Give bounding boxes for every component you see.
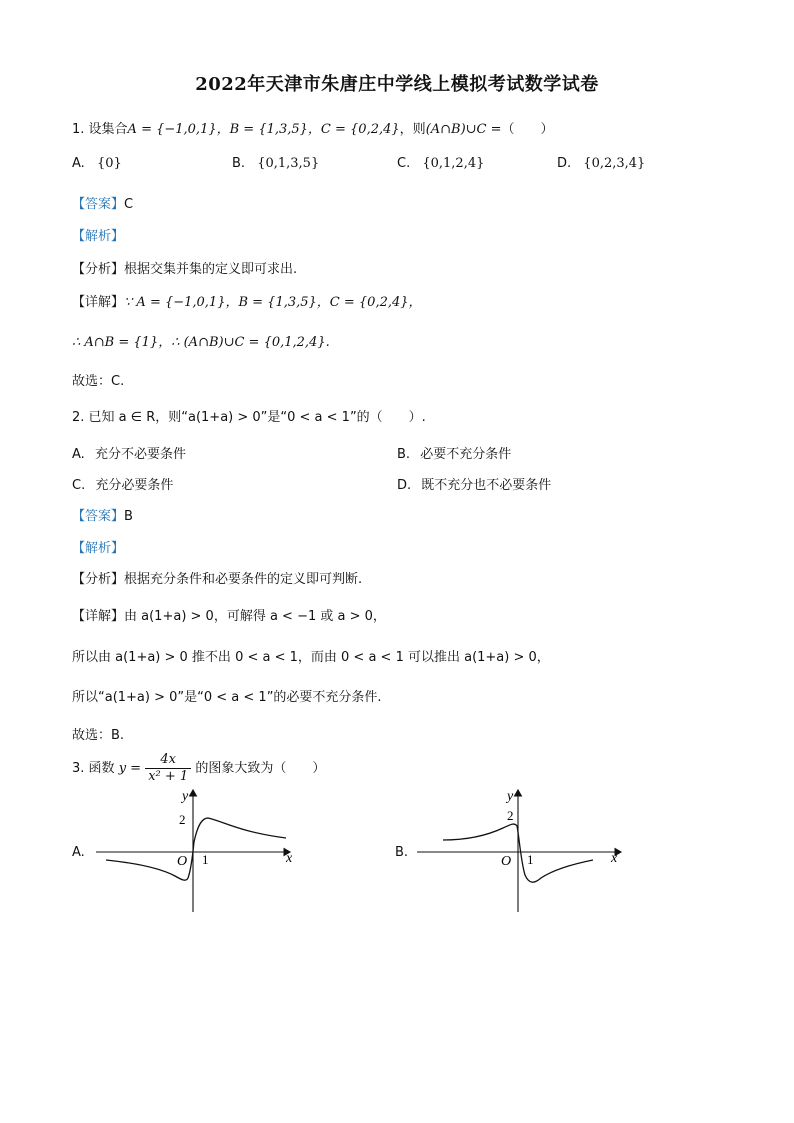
q1-option-c-label: C.	[397, 156, 411, 171]
q1-detail-1: ∵ A = {−1,0,1}，B = {1,3,5}，C = {0,2,4}，	[124, 295, 422, 310]
q2-detail-tag: 【详解】	[72, 609, 125, 624]
q3-frac-denominator: x² + 1	[148, 769, 189, 784]
q2-option-c[interactable]	[72, 474, 173, 493]
q1-detail-line-1	[72, 291, 422, 310]
q2-option-d-label: D.	[397, 478, 412, 493]
page-title: 2022年天津市朱唐庄中学线上模拟考试数学试卷	[195, 74, 599, 95]
y-tick-label: 2	[179, 812, 186, 827]
q1-stem-sets: A = {−1,0,1}，B = {1,3,5}，C = {0,2,4}	[127, 122, 400, 137]
q2-fenxi-tag: 【分析】	[72, 572, 125, 587]
q2-detail-line-3: 所以“a(1+a) > 0”是“0 < a < 1”的必要不充分条件.	[72, 690, 382, 705]
q2-option-c-label: C.	[72, 478, 86, 493]
q1-option-a-label: A.	[72, 156, 85, 171]
q1-conclusion: 故选：C.	[72, 374, 125, 389]
q3-option-a-label[interactable]: A.	[72, 845, 85, 860]
q2-answer-tag: 【答案】	[72, 509, 125, 524]
q2-option-b-label: B.	[397, 447, 411, 462]
q2-detail-1: 由 a(1+a) > 0，可解得 a < −1 或 a > 0，	[124, 609, 386, 624]
q2-fenxi	[72, 568, 362, 587]
q1-stem-mid: ，则	[399, 122, 426, 137]
q2-option-b[interactable]	[397, 443, 511, 462]
q3-stem-lhs: y =	[118, 761, 142, 776]
q3-frac-numerator: 4x	[145, 752, 191, 769]
q1-stem-expr: (A∩B)∪C =	[425, 122, 502, 137]
origin-label: O	[177, 854, 188, 869]
q1-option-a[interactable]	[72, 156, 122, 171]
q1-analysis-heading	[72, 225, 124, 244]
y-tick-label: 2	[507, 808, 514, 823]
y-axis-label: y	[507, 789, 514, 804]
q1-option-b[interactable]	[232, 156, 319, 171]
q2-option-d-value: 既不充分也不必要条件	[421, 478, 552, 493]
q1-option-d-label: D.	[557, 156, 572, 171]
q1-option-c[interactable]	[397, 156, 484, 171]
q2-analysis-tag: 【解析】	[72, 541, 125, 556]
q1-stem-prefix: 1. 设集合	[72, 122, 128, 137]
q1-option-d[interactable]	[557, 156, 645, 171]
q2-option-a[interactable]	[72, 443, 186, 462]
curve	[106, 818, 286, 880]
q2-option-a-label: A.	[72, 447, 85, 462]
q1-fenxi-tag: 【分析】	[72, 262, 125, 277]
q1-fenxi-text: 根据交集并集的定义即可求出.	[124, 262, 298, 277]
q2-answer	[72, 505, 133, 524]
q1-answer	[72, 193, 133, 212]
q3-stem-suffix: 的图象大致为（ ）	[195, 761, 326, 776]
q3-option-a-graph[interactable]	[90, 780, 310, 915]
q3-stem-prefix: 3. 函数	[72, 761, 115, 776]
x-tick-label: 1	[202, 852, 209, 867]
q3-option-b-graph[interactable]	[413, 780, 628, 915]
q1-option-b-value: {0,1,3,5}	[257, 156, 320, 171]
q1-stem-paren: （ ）	[501, 122, 554, 137]
q1-option-a-value: {0}	[96, 156, 122, 171]
x-axis-label: x	[611, 851, 618, 866]
x-axis-label: x	[286, 851, 293, 866]
q2-stem: 2. 已知 a ∈ R，则“a(1+a) > 0”是“0 < a < 1”的（ ）.	[72, 410, 426, 425]
q1-answer-tag: 【答案】	[72, 197, 125, 212]
q1-answer-value: C	[124, 197, 134, 212]
q2-conclusion: 故选：B.	[72, 728, 125, 743]
y-axis-label: y	[182, 789, 189, 804]
q2-detail-line-1	[72, 605, 386, 624]
q3-option-b-label[interactable]: B.	[395, 845, 409, 860]
q1-option-d-value: {0,2,3,4}	[583, 156, 646, 171]
q2-option-c-value: 充分必要条件	[95, 478, 174, 493]
q1-option-c-value: {0,1,2,4}	[422, 156, 485, 171]
q1-analysis-tag: 【解析】	[72, 229, 125, 244]
q1-fenxi	[72, 258, 297, 277]
x-tick-label: 1	[527, 852, 534, 867]
q2-answer-value: B	[124, 509, 133, 524]
q2-option-d[interactable]	[397, 474, 551, 493]
q2-option-a-value: 充分不必要条件	[94, 447, 186, 462]
origin-label: O	[501, 854, 512, 869]
q2-fenxi-text: 根据充分条件和必要条件的定义即可判断.	[124, 572, 363, 587]
q1-detail-tag: 【详解】	[72, 295, 125, 310]
q1-option-b-label: B.	[232, 156, 246, 171]
q2-analysis-heading	[72, 537, 124, 556]
q2-option-b-value: 必要不充分条件	[420, 447, 512, 462]
q2-detail-line-2: 所以由 a(1+a) > 0 推不出 0 < a < 1，而由 0 < a < 1 可以推出 a(1+a) > 0，	[72, 650, 550, 665]
q1-stem	[72, 118, 554, 137]
q1-detail-2: ∴ A∩B = {1}，∴ (A∩B)∪C = {0,1,2,4}.	[72, 335, 330, 350]
q1-detail-line-2	[72, 331, 330, 350]
